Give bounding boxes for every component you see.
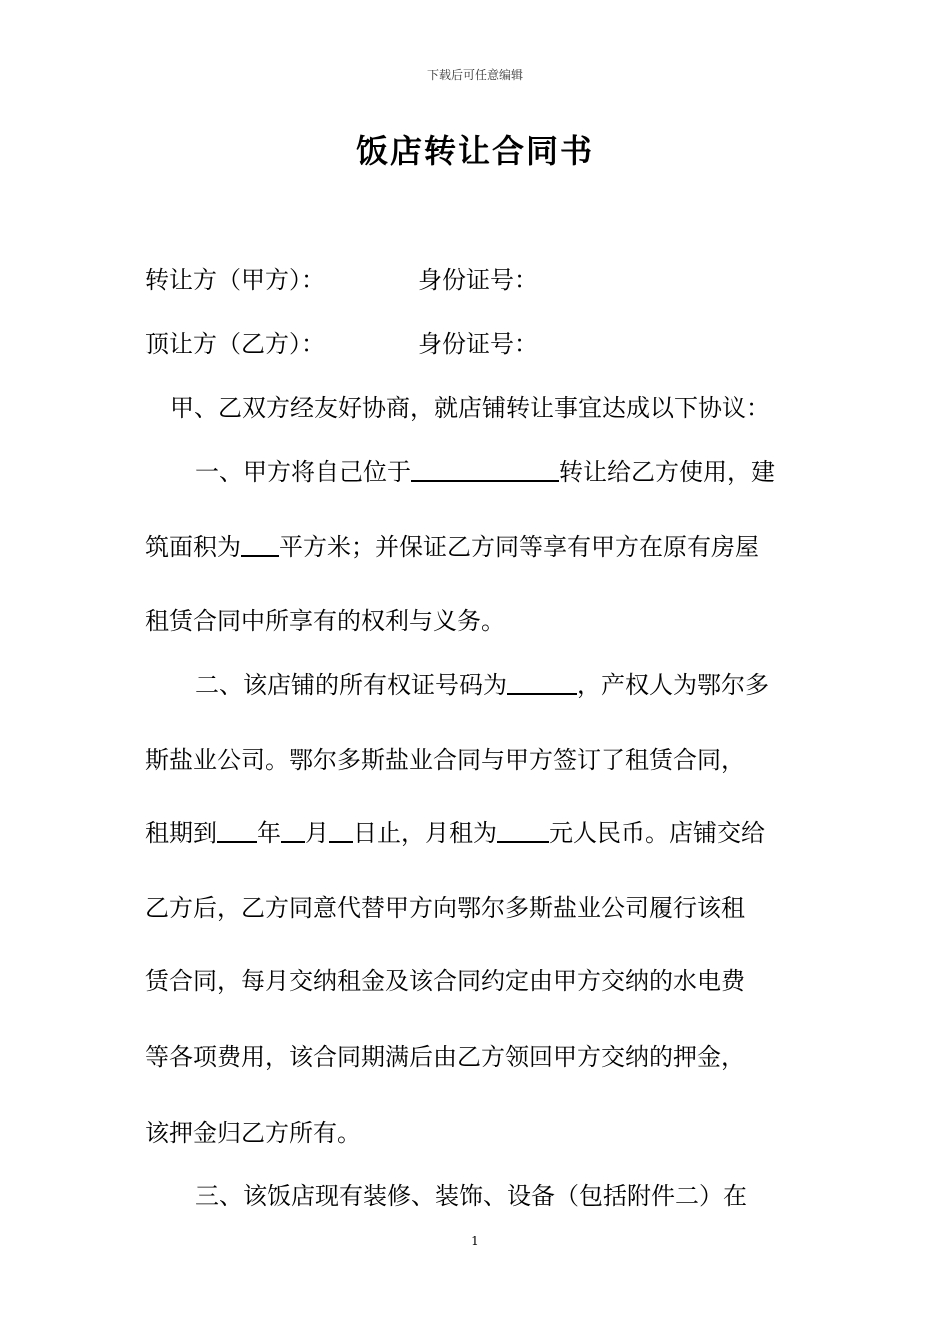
rent-blank[interactable] [497, 817, 549, 843]
clause2-line4: 乙方后，乙方同意代替甲方向鄂尔多斯盐业公司履行该租 [145, 894, 745, 922]
party-a-line [145, 264, 810, 296]
clause1-text-c: 筑面积为 [145, 533, 241, 561]
clause3-line1 [145, 1180, 810, 1212]
party-a-id-label: 身份证号： [418, 266, 538, 294]
party-b-line [145, 328, 810, 360]
clause2-text-d3: 月 [305, 819, 329, 847]
header-note: 下载后可任意编辑 [426, 68, 523, 82]
page-number: 1 [471, 1234, 479, 1248]
clause1-line2 [145, 531, 810, 563]
clause2-text-d5: 元人民币。店铺交给 [549, 819, 765, 847]
clause2-line6: 等各项费用，该合同期满后由乙方领回甲方交纳的押金， [145, 1043, 745, 1071]
party-b-label: 顶让方（乙方）： [145, 330, 325, 358]
clause2-text-d4: 日止，月租为 [353, 819, 497, 847]
clause1-line3: 租赁合同中所享有的权利与义务。 [145, 607, 505, 635]
clause2-line7: 该押金归乙方所有。 [145, 1119, 361, 1147]
document-title: 饭店转让合同书 [355, 132, 594, 170]
clause2-text-d1: 租期到 [145, 819, 217, 847]
title-number-blank[interactable] [507, 669, 577, 695]
clause1-text-b: 转让给乙方使用，建 [559, 458, 775, 486]
clause1-line1 [145, 456, 810, 488]
clause2-text-a: 二、该店铺的所有权证号码为 [195, 671, 507, 699]
clause2-line1 [145, 669, 810, 701]
clause2-text-d2: 年 [257, 819, 281, 847]
clause2-line5: 赁合同，每月交纳租金及该合同约定由甲方交纳的水电费 [145, 967, 745, 995]
area-blank[interactable] [241, 531, 279, 557]
month-blank[interactable] [281, 817, 305, 843]
party-b-id-label: 身份证号： [418, 330, 538, 358]
clause1-text-d: 平方米；并保证乙方同等享有甲方在原有房屋 [279, 533, 759, 561]
location-blank[interactable] [411, 456, 559, 482]
year-blank[interactable] [217, 817, 257, 843]
clause2-text-b: ，产权人为鄂尔多 [577, 671, 769, 699]
clause3-text-a: 三、该饭店现有装修、装饰、设备（包括附件二）在 [195, 1182, 747, 1210]
clause2-line3 [145, 817, 810, 849]
party-a-label: 转让方（甲方）： [145, 266, 325, 294]
clause1-text-a: 一、甲方将自己位于 [195, 458, 411, 486]
day-blank[interactable] [329, 817, 353, 843]
clause2-line2: 斯盐业公司。鄂尔多斯盐业合同与甲方签订了租赁合同， [145, 746, 745, 774]
intro-paragraph: 甲、乙双方经友好协商，就店铺转让事宜达成以下协议： [170, 394, 770, 422]
